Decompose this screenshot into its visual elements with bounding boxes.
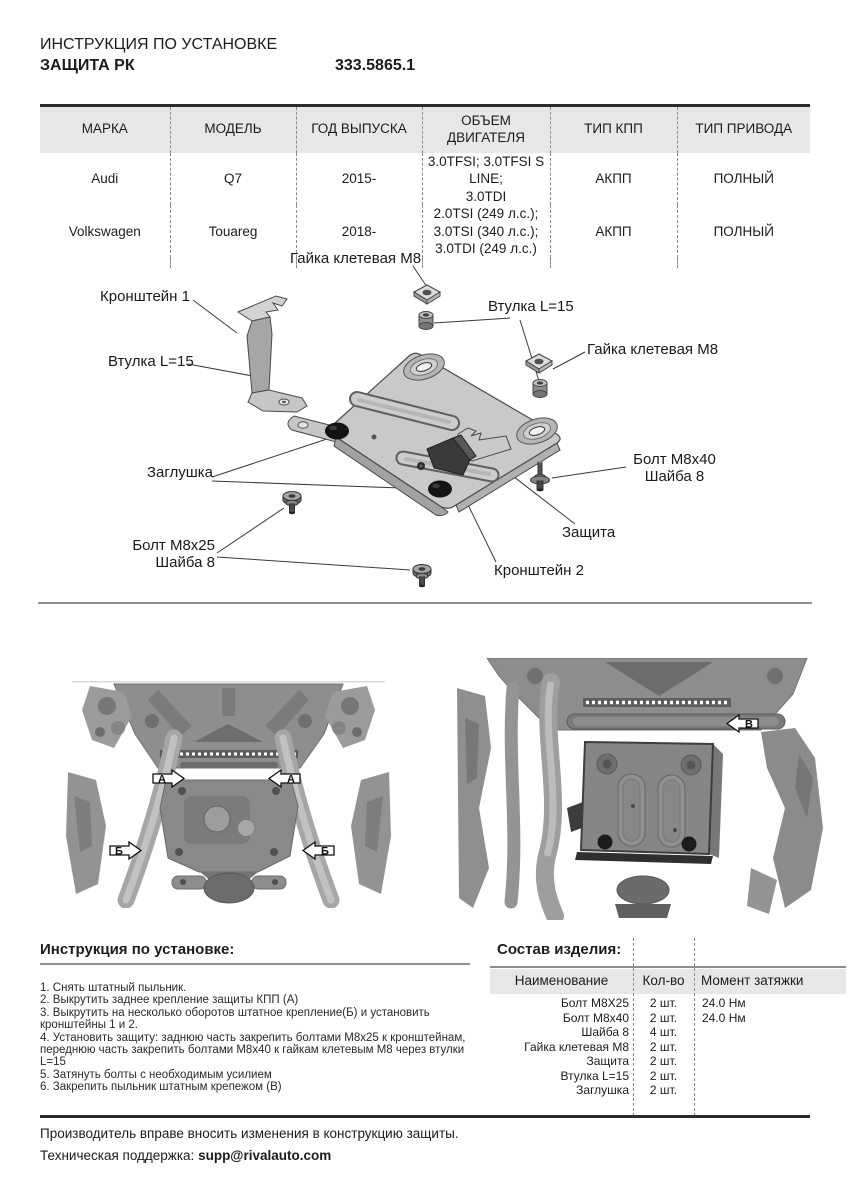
parts-col-qty: Кол-во — [642, 973, 685, 988]
engine-line: 2.0TSI (249 л.с.); 3.0TSI (340 л.с.); — [433, 206, 539, 239]
parts-row — [0, 1011, 849, 1025]
part-name: Болт М8Х25 — [560, 996, 629, 1010]
part-name: Заглушка — [576, 1083, 629, 1097]
product-name: ЗАЩИТА РК — [40, 57, 135, 74]
marker-a-letter: А — [158, 773, 166, 786]
col-drive: ТИП ПРИВОДА — [677, 106, 810, 153]
bolt-m8x25-part — [413, 565, 431, 588]
clip-nut-right-label: Гайка клетевая М8 — [587, 341, 719, 358]
instruction-step: 1. Снять штатный пыльник. — [40, 982, 187, 994]
part-name: Гайка клетевая М8 — [524, 1040, 629, 1054]
part-name: Втулка L=15 — [560, 1069, 629, 1083]
col-model: МОДЕЛЬ — [170, 106, 296, 153]
parts-row — [0, 996, 849, 1010]
plug-label: Заглушка — [146, 464, 213, 481]
installation-photo-installed — [455, 658, 828, 920]
clip-nut-top-label: Гайка клетевая М8 — [290, 250, 422, 267]
footer-support-email: supp@rivalauto.com — [198, 1148, 332, 1163]
marker-a-letter: А — [287, 773, 295, 786]
marker-b-letter: Б — [115, 845, 123, 858]
marker-v-letter: В — [745, 718, 753, 731]
cell-drive: ПОЛНЫЙ — [677, 205, 810, 258]
parts-col-torque: Момент затяжки — [701, 973, 804, 988]
instructions-title-rule — [40, 963, 470, 965]
cell-brand: Audi — [91, 171, 119, 187]
cell-year: 2015- — [296, 153, 422, 206]
part-qty: 2 шт. — [649, 1054, 678, 1068]
bracket2-label: Кронштейн 2 — [494, 562, 584, 579]
parts-row — [0, 1083, 849, 1097]
part-name: Защита — [586, 1054, 629, 1068]
cell-model: Touareg — [170, 205, 296, 258]
section-divider — [38, 602, 812, 604]
cell-gearbox: АКПП — [550, 153, 677, 206]
cell-brand: Volkswagen — [68, 223, 141, 239]
cell-engine — [422, 153, 550, 206]
engine-line: 3.0TDI (249 л.с.) — [435, 241, 537, 257]
sleeve-left-label: Втулка L=15 — [108, 353, 194, 370]
parts-row — [0, 1069, 849, 1083]
vehicle-table-header-row — [40, 106, 810, 153]
instruction-step: 2. Выкрутить заднее крепление защиты КПП (А) — [40, 994, 299, 1007]
engine-line: 3.0TDI — [465, 188, 507, 204]
footer-support-label: Техническая поддержка: — [40, 1148, 195, 1163]
bolt-m8x25-part — [283, 492, 301, 515]
cell-gearbox: АКПП — [550, 205, 677, 258]
clip-nut-top-part — [414, 285, 440, 304]
instruction-step: 6. Закрепить пыльник штатным крепежом (В) — [40, 1081, 282, 1094]
col-engine: ОБЪЕМ ДВИГАТЕЛЯ — [422, 106, 550, 153]
parts-row — [0, 1054, 849, 1068]
footer-rule — [40, 1115, 810, 1118]
col-gearbox: ТИП КПП — [550, 106, 677, 153]
washer8-right-label-line: Шайба 8 — [644, 468, 705, 485]
instruction-step: 3. Выкрутить на несколько оборотов штатное крепление(Б) и установить кронштейны 1 и 2. — [40, 1006, 430, 1032]
footer-support — [40, 1148, 331, 1163]
parts-row — [0, 1040, 849, 1054]
instruction-step: 4. Установить защиту: заднюю часть закрепить болтами М8х25 к кронштейнам, переднюю часть закрепить болтами М8х40 к гайкам клетевым М8 через втулки L=15 — [40, 1031, 466, 1069]
part-number: 333.5865.1 — [335, 57, 416, 74]
parts-title: Состав изделия: — [497, 941, 622, 958]
table-row — [40, 153, 810, 206]
part-qty: 2 шт. — [649, 1083, 678, 1097]
installation-photo-rear — [62, 676, 395, 908]
parts-col-name: Наименование — [514, 973, 609, 988]
part-name: Шайба 8 — [581, 1025, 629, 1039]
engine-line: 3.0TFSI; 3.0TFSI S LINE; — [427, 153, 545, 187]
instructions-title: Инструкция по установке: — [40, 941, 235, 958]
part-qty: 2 шт. — [649, 996, 678, 1010]
cell-year: 2018- — [296, 205, 422, 258]
clip-nut-right-part — [526, 354, 552, 373]
part-torque: 24.0 Нм — [702, 996, 746, 1010]
bolt-m8x25-label-line: Болт М8х25 — [132, 537, 215, 554]
bracket1-label: Кронштейн 1 — [100, 288, 190, 305]
sleeve-top-part — [419, 312, 433, 330]
sleeve-right-part — [533, 380, 547, 398]
cell-drive: ПОЛНЫЙ — [677, 153, 810, 206]
instruction-step: 5. Затянуть болты с необходимым усилием — [40, 1068, 272, 1081]
marker-b-letter: Б — [321, 845, 329, 858]
col-brand: МАРКА — [40, 106, 170, 153]
parts-row — [0, 1025, 849, 1039]
col-year: ГОД ВЫПУСКА — [296, 106, 422, 153]
footer-disclaimer: Производитель вправе вносить изменения в конструкцию защиты. — [40, 1126, 459, 1141]
part-qty: 2 шт. — [649, 1011, 678, 1025]
shield-label: Защита — [562, 524, 616, 541]
document-type: ИНСТРУКЦИЯ ПО УСТАНОВКЕ — [40, 36, 278, 53]
sleeve-right-label: Втулка L=15 — [488, 298, 574, 315]
bracket1-part — [238, 296, 307, 412]
parts-title-rule — [490, 966, 846, 968]
bolt-m8x40-label — [627, 451, 722, 485]
part-qty: 2 шт. — [649, 1040, 678, 1054]
bolt-m8x40-label-line: Болт М8х40 — [633, 451, 716, 468]
washer8-left-label-line: Шайба 8 — [155, 554, 215, 571]
cell-model: Q7 — [170, 153, 296, 206]
part-qty: 2 шт. — [649, 1069, 678, 1083]
part-torque: 24.0 Нм — [702, 1011, 746, 1025]
bolt-m8x25-label — [110, 537, 215, 571]
part-name: Болт М8х40 — [562, 1011, 629, 1025]
part-qty: 4 шт. — [649, 1025, 678, 1039]
